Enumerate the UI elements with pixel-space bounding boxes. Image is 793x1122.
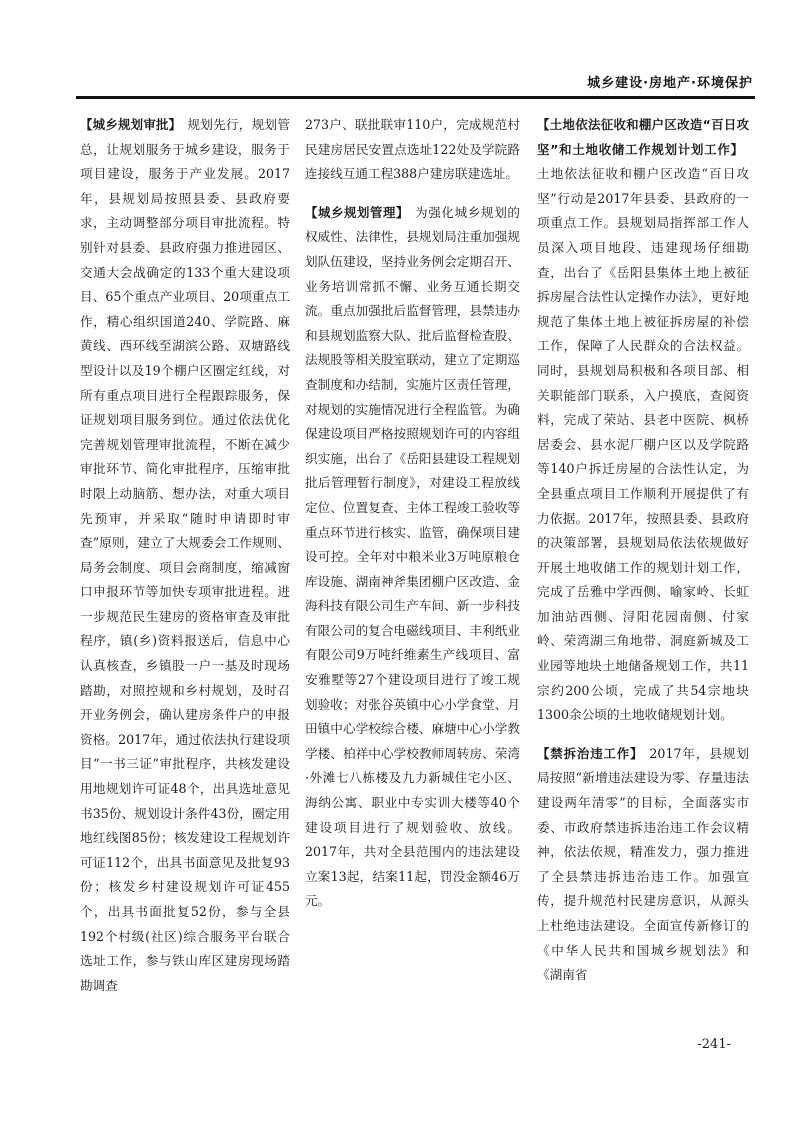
paragraph [305,201,520,914]
paragraph-text: 2017年，县规划局按照“新增违法建设为零、存量违法建设两年清零”的目标，全面落实市委、市政府禁违拆违治违工作会议精神，依法依规，精准发力，强力推进了全县禁违拆违治违工作。加强宣传，提升规范村民建房意识，从源头上杜绝违法建设。全面宣传新修订的《中华人民共和国城乡规划法》和《湖南省 [537,745,749,983]
paragraph-text: 273户、联批联审110户，完成规范村民建房居民安置点选址122处及学院路连接线互通工程388户建房联建选址。 [305,117,520,182]
page-number: -241- [697,1037,731,1052]
paragraph-text: 土地依法征收和棚户区改造“百日攻坚”行动是2017年县委、县政府的一项重点工作。县规划局指挥部工作人员深入项目地段、违建现场仔细勘查，出台了《岳阳县集体土地上被征拆房屋合法性认定操作办法》，更好地规范了集体土地上被征拆房屋的补偿工作，保障了人民群众的合法权益。同时，县规划局积极和各项目部、相关职能部门联系，入户摸底，查阅资料，完成了荣站、县老中医院、枫桥居委会、县水泥厂棚户区以及学院路等140户拆迁房屋的合法性认定，为全县重点项目工作顺利开展提供了有力依据。2017年，按照县委、县政府的决策部署，县规划局依法依规做好开展土地收储工作的规划计划工作，完成了岳雅中学西侧、喻家岭、长虹加油站西侧、浔阳花园南侧、付家岭、荣湾湖三角地带、洞庭新城及工业园等地块土地储备规划工作，共11宗约200公顷，完成了共54宗地块1300余公顷的土地收储规划计划。 [537,166,749,723]
header-rule [76,96,755,99]
column-3 [537,113,749,1002]
running-header-title: 城乡建设·房地产·环境保护 [587,76,753,91]
paragraph [80,113,290,998]
section-heading: 【城乡规划管理】 [305,204,409,220]
paragraph [305,113,520,187]
section-heading: 【土地依法征收和棚户区改造“百日攻坚”和土地收储工作规划计划工作】 [537,117,749,157]
section-heading: 【城乡规划审批】 [80,117,182,132]
section-heading: 【禁拆治违工作】 [537,745,644,761]
paragraph-text: 规划先行，规划管总，让规划服务于城乡建设，服务于项目建设，服务于产业发展。2017年，县规划局按照县委、县政府要求，主动调整部分项目审批流程。特别针对县委、县政府强力推进园区、交通大会战确定的133个重大建设项目、65个重点产业项目、20项重点工作，精心组织国道240、学院路、麻黄线、西环线至湖滨公路、双塘路线型设计以及19个棚户区圈定红线，对所有重点项目进行全程跟踪服务，保证规划项目服务到位。通过依法优化完善规划管理审批流程，不断在减少审批环节、简化审批程序，压缩审批时限上动脑筋、想办法，对重大项目先预审，并采取“随时申请即时审查”原则，建立了大规委会工作规则、局务会制度、项目会商制度，缩减窗口申报环节等加快专项审批进程。进一步规范民生建房的资格审查及审批程序，镇(乡)资料报送后，信息中心认真核查，乡镇股一户一基及时现场踏勘，对照控规和乡村规划，及时召开业务例会，确认建房条件户的申报资格。2017年，通过依法执行建设项目“一书三证”审批程序，共核发建设用地规划许可证48个，出具选址意见书35份、规划设计条件43份，圈定用地红线图85份；核发建设工程规划许可证112个，出具书面意见及批复93份；核发乡村建设规划许可证455个，出具书面批复52份，参与全县192个村级(社区)综合服务平台联合选址工作，参与铁山库区建房现场踏勘调查 [80,117,291,993]
paragraph-text: 为强化城乡规划的权威性、法律性，县规划局注重加强规划队伍建设，坚持业务例会定期召开、业务培训常抓不懈、业务互通长期交流。重点加强批后监督管理，县禁违办和县规划监察大队、批后监督检查股、法规股等相关股室联动，建立了定期巡查制度和办结制，实施片区责任管理，对规划的实施情况进行全程监管。为确保建设项目严格按照规划许可的内容组织实施，出台了《岳阳县建设工程规划批后管理暂行制度》，对建设工程放线定位、位置复查、主体工程竣工验收等重点环节进行核实、监管，确保项目建设可控。全年对中粮米业3万吨原粮仓库设施、湖南神斧集团棚户区改造、金海科技有限公司生产车间、新一步科技有限公司的复合电磁线项目、丰利纸业有限公司9万吨纤维素生产线项目、富安雅墅等27个建设项目进行了竣工规划验收；对张谷英镇中心小学食堂、月田镇中心学校综合楼、麻塘中心小学教学楼、柏祥中心学校教师周转房、荣湾·外滩七八栋楼及九力新城住宅小区、海纳公寓、职业中专实训大楼等40个建设项目进行了规划验收、放线。2017年，共对全县范围内的违法建设立案13起，结案11起，罚没金额46万元。 [305,204,521,909]
column-1 [80,113,290,1012]
column-2 [305,113,520,928]
paragraph [537,742,749,988]
paragraph [537,113,749,728]
